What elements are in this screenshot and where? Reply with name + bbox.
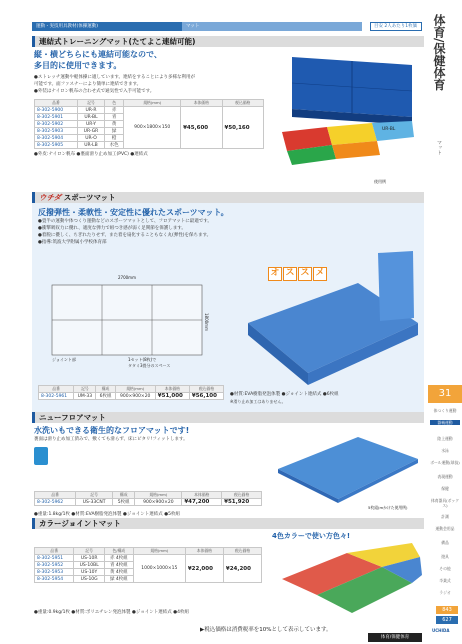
color: 橙 — [105, 135, 124, 142]
product-code: 8-302-5962 — [35, 499, 76, 506]
dim-height: 1800mm — [204, 313, 209, 331]
col-header: 品番 — [35, 492, 76, 499]
size: 900×900×20 — [115, 393, 155, 400]
col-header: 構成 — [113, 492, 135, 499]
price: ¥22,000 — [185, 555, 223, 583]
page-ref-1[interactable]: 843 — [436, 606, 458, 614]
spec-note: ●重量:0.9kg/1枚 ●材質:ポリエチレン発泡体製 ●ジョイント連結式 ●4枚組 — [34, 610, 190, 615]
side-subtitle: マット — [436, 140, 442, 155]
product-code: 8-302-5903 — [35, 128, 78, 135]
nav-item[interactable]: 表現運動 — [437, 474, 453, 479]
spec-note: ●外皮:ナイロン帆布 ●裏面滑り止め加工(PVC) ●連結式 — [34, 152, 148, 157]
nav-item-active[interactable]: 器械運動 — [430, 420, 460, 425]
model: US-33CNT — [76, 499, 113, 506]
table-row — [35, 499, 262, 506]
spec-table — [38, 385, 224, 400]
color: 赤 — [105, 107, 124, 114]
color-mat-image — [272, 543, 422, 615]
product-code: 8-302-5961 — [39, 393, 74, 400]
spec-note-2: ※滑り止め加工はありません。 — [230, 399, 286, 404]
bullet: ●ストレッチ運動や軽体操に適しています。連結をすることにより多様な利用が — [34, 75, 196, 80]
body-text: 裏面は滑り止め加工済みで、敷くても滑らず、床にピタリ!フィットします。 — [34, 437, 188, 442]
nav-item[interactable]: 体育器具(ボックス) — [430, 498, 460, 508]
color: 緑 4枚組 — [104, 576, 133, 583]
catch-line: 4色カラーで使い方色々! — [272, 532, 351, 540]
nav-item[interactable]: 計測 — [441, 514, 449, 519]
col-header: 本体価格 — [181, 100, 222, 107]
col-header: 本体価格 — [155, 386, 189, 393]
product-code: 8-302-5905 — [35, 142, 78, 149]
nav-item[interactable]: 運動会用品 — [435, 526, 455, 531]
model: UR-LB — [77, 142, 104, 149]
footer-note: ▶税込価格は消費税率を10%として表示しています。 — [200, 627, 332, 633]
title-text: スポーツマット — [63, 193, 116, 202]
section-sports-mat — [32, 192, 424, 418]
osusume-char: ス — [298, 267, 312, 281]
col-header: 税込価格 — [222, 100, 263, 107]
model: US-10BL — [74, 562, 105, 569]
layout-diagram — [38, 273, 218, 373]
bullet: 可能です。面ファスナーにより簡単に連結できます。 — [34, 82, 142, 87]
color: 赤 4枚組 — [104, 555, 133, 562]
table-row — [39, 393, 224, 400]
color: 黄 — [105, 121, 124, 128]
section-color-joint-mat — [32, 518, 424, 619]
count-badge: 目安 2人あたり1枚価 — [370, 22, 422, 31]
tax-price: ¥56,100 — [189, 393, 223, 400]
model: UR-R — [77, 107, 104, 114]
bullet: ●外装はナイロン帆布の合わせ式で通気性で入手可能です。 — [34, 89, 155, 94]
product-code: 8-302-5900 — [35, 107, 78, 114]
col-header: 税込価格 — [189, 386, 223, 393]
size: 900×900×20 — [135, 499, 182, 506]
product-code: 8-302-5904 — [35, 135, 78, 142]
model: UR-O — [77, 135, 104, 142]
color: 水色 — [105, 142, 124, 149]
col-header: 記号 — [77, 100, 104, 107]
col-header: 色/構成 — [104, 548, 133, 555]
model: UM-33 — [74, 393, 96, 400]
model: US-10G — [74, 576, 105, 583]
bullet: ●衝撃吸収力に優れ、適度な弾力で組つき感が弱く足関節を保護します。 — [38, 226, 186, 231]
section-title: ニューフロアマット — [32, 412, 424, 423]
model: UR-BL — [77, 114, 104, 121]
product-code: 8-302-5952 — [35, 562, 74, 569]
table-row — [35, 555, 262, 562]
composition: 6枚組 — [96, 393, 115, 400]
col-header: 構成 — [96, 386, 115, 393]
pcs-label: 1セット(8枚)で タタミ3畳分のスペース — [128, 357, 171, 368]
catch-line: 水洗いもできる衛生的なフロアマットです! — [34, 426, 190, 435]
osusume-char: メ — [313, 267, 327, 281]
model: UR-GR — [77, 128, 104, 135]
section-training-mat — [32, 36, 424, 189]
breadcrumb-bar — [32, 22, 422, 32]
bullet: ●指導:筑波大学附属小学校体育部 — [38, 240, 107, 245]
dim-width: 2700mm — [118, 275, 136, 280]
model: US-10Y — [74, 569, 105, 576]
col-header: 色 — [105, 100, 124, 107]
joint-label: ジョイント部 — [52, 357, 76, 362]
tax-price: ¥24,200 — [223, 555, 261, 583]
side-index — [428, 0, 462, 644]
table-row — [35, 107, 264, 114]
floor-mat-image — [268, 429, 424, 507]
col-header: 品番 — [35, 548, 74, 555]
col-header: 税込価格 — [222, 492, 262, 499]
catch-line-2: 多目的に使用できます。 — [34, 61, 122, 70]
price: ¥51,000 — [155, 393, 189, 400]
col-header: 規格(mm) — [135, 492, 182, 499]
col-header: 記号 — [74, 548, 105, 555]
col-header: 規格(mm) — [124, 100, 181, 107]
col-header: 規格(mm) — [133, 548, 185, 555]
mat-product-image — [272, 47, 424, 189]
brand-label: ウチダ — [39, 193, 62, 202]
section-title — [32, 192, 424, 203]
model: US-10R — [74, 555, 105, 562]
page-ref-2[interactable]: 627 — [436, 616, 458, 624]
breadcrumb-category: マット — [182, 22, 362, 31]
nav-item[interactable]: その他 — [439, 566, 451, 571]
water-wash-icon — [34, 447, 48, 465]
product-code: 8-302-5953 — [35, 569, 74, 576]
nav-item[interactable]: 遊具 — [441, 554, 449, 559]
col-header: 記号 — [74, 386, 96, 393]
model: UR-Y — [77, 121, 104, 128]
bullet: ●着脱に優しく、ちぎれたりせず、また着を扇化することもなく丸(弾性)を保ちます。 — [38, 233, 212, 238]
spec-table — [34, 491, 262, 506]
img-caption: UR-BL — [382, 127, 396, 132]
chapter-tab[interactable]: 31 — [428, 385, 462, 403]
nav-item[interactable]: ボール運動(球技) — [430, 460, 460, 465]
price: ¥45,600 — [181, 107, 222, 149]
nav-item[interactable]: ラジオ — [439, 590, 451, 595]
section-title: 連結式トレーニングマット(たてよこ連結可能) — [32, 36, 424, 47]
color: 緑 — [105, 128, 124, 135]
col-header: 本体価格 — [182, 492, 222, 499]
nav-item[interactable]: 体つくり運動 — [433, 408, 457, 413]
size: 1000×1000×15 — [133, 555, 185, 583]
nav-item[interactable]: 水泳 — [441, 448, 449, 453]
spec-note: ●材質:EVA樹脂発泡体製 ●ジョイント連結式 ●6枚組 — [230, 392, 339, 397]
side-title: 体育/保健体育 — [432, 14, 446, 91]
catch-line-1: 縦・横どちらにも連結可能なので、 — [34, 50, 162, 59]
section-title: カラージョイントマット — [32, 518, 424, 529]
color: 黄 4枚組 — [104, 569, 133, 576]
bullet: ●畳半の運動や体つくり運動などのスポーツマットとして、フロアマットに最適です。 — [38, 219, 212, 224]
col-header: 品番 — [35, 100, 78, 107]
footer-tag: 体育/保健体育 — [368, 633, 422, 642]
nav-item[interactable]: 卒業式 — [439, 578, 451, 583]
product-code: 8-302-5902 — [35, 121, 78, 128]
nav-item[interactable]: 保健 — [441, 486, 449, 491]
size: 900×1800×150 — [124, 107, 181, 149]
tax-price: ¥50,160 — [222, 107, 263, 149]
col-header: 品番 — [39, 386, 74, 393]
img-caption: 使用例 — [374, 179, 386, 184]
spec-table — [34, 547, 262, 583]
col-header: 記号 — [76, 492, 113, 499]
product-code: 8-302-5951 — [35, 555, 74, 562]
osusume-char: オ — [268, 267, 282, 281]
col-header: 税込価格 — [223, 548, 261, 555]
sports-mat-image — [228, 243, 424, 393]
img-caption: 5枚組(mかけた使用例) — [368, 505, 408, 510]
brand-logo: UCHIDA — [432, 628, 450, 633]
spec-table — [34, 99, 264, 149]
product-code: 8-302-5901 — [35, 114, 78, 121]
osusume-char: ス — [283, 267, 297, 281]
product-code: 8-302-5954 — [35, 576, 74, 583]
breadcrumb: 運動・実技用具教材(体操運動) — [32, 22, 182, 31]
composition: 5枚組 — [113, 499, 135, 506]
section-floor-mat — [32, 412, 424, 519]
col-header: 規格(mm) — [115, 386, 155, 393]
tax-price: ¥51,920 — [222, 499, 262, 506]
price: ¥47,200 — [182, 499, 222, 506]
nav-item[interactable]: 備品 — [441, 540, 449, 545]
spec-note: ●重量:1.8kg/1枚 ●材質:EVA樹脂発泡体製 ●ジョイント連結式 ●5枚組 — [34, 512, 181, 517]
catch-line: 反撥弾性・柔軟性・安定性に優れたスポーツマット。 — [38, 208, 229, 217]
color: 青 — [105, 114, 124, 121]
nav-item[interactable]: 陸上運動 — [437, 436, 453, 441]
color: 青 4枚組 — [104, 562, 133, 569]
col-header: 本体価格 — [185, 548, 223, 555]
